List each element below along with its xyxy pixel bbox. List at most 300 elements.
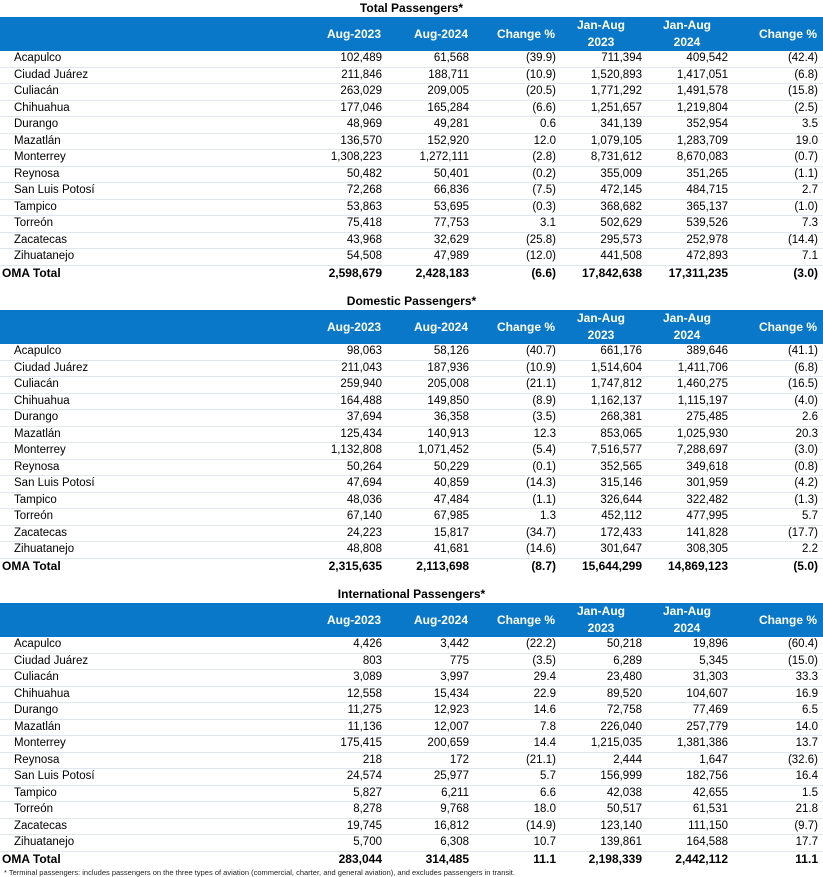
- table-cell: 37,694: [300, 410, 387, 427]
- table-cell: 1,460,275: [647, 377, 733, 394]
- section-spacer: [0, 281, 823, 293]
- table-cell: 25,977: [387, 769, 474, 786]
- column-header: [0, 603, 300, 637]
- table-cell: 14.4: [474, 736, 561, 753]
- table-cell: 141,828: [647, 525, 733, 542]
- table-cell: 19.0: [733, 133, 823, 150]
- table-cell: (42.4): [733, 51, 823, 67]
- table-cell: (1.3): [733, 492, 823, 509]
- table-cell: 58,126: [387, 344, 474, 360]
- table-row: [0, 150, 823, 167]
- table-cell: 6,308: [387, 835, 474, 852]
- table-cell: 2,444: [561, 752, 647, 769]
- table-cell: 14.6: [474, 703, 561, 720]
- passenger-table: [0, 17, 823, 281]
- table-cell: 1,417,051: [647, 67, 733, 84]
- total-cell: (5.0): [733, 558, 823, 574]
- table-cell: (2.5): [733, 100, 823, 117]
- table-cell: 149,850: [387, 393, 474, 410]
- total-cell: (6.6): [474, 265, 561, 281]
- table-cell: 200,659: [387, 736, 474, 753]
- column-header: [0, 310, 300, 344]
- table-cell: 275,485: [647, 410, 733, 427]
- table-cell: 31,303: [647, 670, 733, 687]
- table-cell: 48,036: [300, 492, 387, 509]
- table-cell: 1,411,706: [647, 360, 733, 377]
- table-cell: 295,573: [561, 232, 647, 249]
- column-header: Change %: [496, 320, 555, 334]
- table-cell: 8,278: [300, 802, 387, 819]
- table-cell: (14.3): [474, 476, 561, 493]
- table-cell: 326,644: [561, 492, 647, 509]
- table-cell: 7.3: [733, 216, 823, 233]
- table-cell: 16.4: [733, 769, 823, 786]
- table-cell: 13.7: [733, 736, 823, 753]
- table-cell: 1,647: [647, 752, 733, 769]
- table-cell: 1,308,223: [300, 150, 387, 167]
- table-cell: 308,305: [647, 542, 733, 559]
- airport-name: Zacatecas: [0, 232, 300, 249]
- table-cell: 853,065: [561, 426, 647, 443]
- table-cell: 175,415: [300, 736, 387, 753]
- table-cell: (7.5): [474, 183, 561, 200]
- table-row: [0, 476, 823, 493]
- table-cell: (15.8): [733, 84, 823, 101]
- table-cell: 259,940: [300, 377, 387, 394]
- table-row: [0, 100, 823, 117]
- table-cell: 53,695: [387, 199, 474, 216]
- table-cell: 16,812: [387, 818, 474, 835]
- column-header-line: Jan-Aug: [577, 311, 625, 325]
- column-header-line: 2024: [673, 35, 701, 49]
- airport-name: Acapulco: [0, 344, 300, 360]
- table-cell: (1.0): [733, 199, 823, 216]
- table-cell: (0.2): [474, 166, 561, 183]
- table-row: [0, 51, 823, 67]
- column-header: [647, 603, 733, 637]
- column-header: Aug-2023: [326, 320, 381, 334]
- table-cell: 24,223: [300, 525, 387, 542]
- table-cell: 502,629: [561, 216, 647, 233]
- table-cell: 661,176: [561, 344, 647, 360]
- table-cell: 365,137: [647, 199, 733, 216]
- total-label: OMA Total: [0, 558, 300, 574]
- airport-name: Monterrey: [0, 443, 300, 460]
- column-header: [0, 17, 300, 51]
- table-cell: 6.6: [474, 785, 561, 802]
- table-cell: 301,647: [561, 542, 647, 559]
- table-row: [0, 344, 823, 360]
- table-cell: (10.9): [474, 67, 561, 84]
- table-cell: (12.0): [474, 249, 561, 266]
- table-row: [0, 736, 823, 753]
- column-header-line: Jan-Aug: [663, 604, 711, 618]
- table-cell: (32.6): [733, 752, 823, 769]
- table-row: [0, 670, 823, 687]
- table-cell: 226,040: [561, 719, 647, 736]
- total-cell: 2,113,698: [387, 558, 474, 574]
- total-cell: 17,311,235: [647, 265, 733, 281]
- table-cell: (6.8): [733, 360, 823, 377]
- table-cell: 1,381,386: [647, 736, 733, 753]
- table-cell: (0.1): [474, 459, 561, 476]
- column-header: [561, 603, 647, 637]
- total-cell: 2,428,183: [387, 265, 474, 281]
- table-cell: 41,681: [387, 542, 474, 559]
- header-row: [0, 603, 823, 637]
- table-cell: (41.1): [733, 344, 823, 360]
- table-cell: (14.6): [474, 542, 561, 559]
- table-row: [0, 769, 823, 786]
- table-cell: 50,401: [387, 166, 474, 183]
- table-row: [0, 84, 823, 101]
- table-cell: 3,442: [387, 637, 474, 653]
- total-row: [0, 851, 823, 867]
- total-cell: 314,485: [387, 851, 474, 867]
- table-cell: 111,150: [647, 818, 733, 835]
- table-cell: 257,779: [647, 719, 733, 736]
- section-spacer: [0, 574, 823, 586]
- table-cell: 15,817: [387, 525, 474, 542]
- table-cell: 6,211: [387, 785, 474, 802]
- section-domestic: [0, 293, 823, 586]
- table-cell: 72,758: [561, 703, 647, 720]
- airport-name: Zacatecas: [0, 818, 300, 835]
- table-cell: 263,029: [300, 84, 387, 101]
- table-cell: (39.9): [474, 51, 561, 67]
- table-cell: 315,146: [561, 476, 647, 493]
- total-cell: 2,315,635: [300, 558, 387, 574]
- column-header: [561, 17, 647, 51]
- total-cell: (8.7): [474, 558, 561, 574]
- table-row: [0, 117, 823, 134]
- table-cell: 7.8: [474, 719, 561, 736]
- airport-name: Chihuahua: [0, 100, 300, 117]
- table-cell: 21.8: [733, 802, 823, 819]
- airport-name: Zihuatanejo: [0, 835, 300, 852]
- total-cell: 11.1: [474, 851, 561, 867]
- table-cell: (15.0): [733, 653, 823, 670]
- table-cell: 1,215,035: [561, 736, 647, 753]
- table-cell: 32,629: [387, 232, 474, 249]
- table-cell: 48,808: [300, 542, 387, 559]
- table-cell: 441,508: [561, 249, 647, 266]
- column-header: Change %: [758, 27, 817, 41]
- table-cell: 20.3: [733, 426, 823, 443]
- table-cell: 8,731,612: [561, 150, 647, 167]
- airport-name: Tampico: [0, 492, 300, 509]
- column-header-line: 2023: [587, 621, 615, 635]
- column-header-line: Jan-Aug: [663, 18, 711, 32]
- column-header: Change %: [496, 27, 555, 41]
- table-cell: 539,526: [647, 216, 733, 233]
- passenger-table: [0, 310, 823, 574]
- column-header: Change %: [758, 613, 817, 627]
- column-header: [561, 310, 647, 344]
- airport-name: Reynosa: [0, 166, 300, 183]
- table-row: [0, 752, 823, 769]
- table-cell: 24,574: [300, 769, 387, 786]
- table-cell: 77,469: [647, 703, 733, 720]
- airport-name: Acapulco: [0, 637, 300, 653]
- column-header-line: 2024: [673, 328, 701, 342]
- column-header-line: Jan-Aug: [663, 311, 711, 325]
- airport-name: Torreón: [0, 216, 300, 233]
- table-cell: 5,827: [300, 785, 387, 802]
- airport-name: Durango: [0, 703, 300, 720]
- table-cell: 7.1: [733, 249, 823, 266]
- table-cell: (14.4): [733, 232, 823, 249]
- table-cell: 351,265: [647, 166, 733, 183]
- airport-name: Acapulco: [0, 51, 300, 67]
- table-cell: 301,959: [647, 476, 733, 493]
- table-cell: 172,433: [561, 525, 647, 542]
- table-cell: 50,517: [561, 802, 647, 819]
- table-cell: 89,520: [561, 686, 647, 703]
- table-cell: 1,520,893: [561, 67, 647, 84]
- table-cell: (4.2): [733, 476, 823, 493]
- total-cell: (3.0): [733, 265, 823, 281]
- airport-name: Torreón: [0, 802, 300, 819]
- table-row: [0, 835, 823, 852]
- table-cell: 42,038: [561, 785, 647, 802]
- table-cell: 5,700: [300, 835, 387, 852]
- table-cell: 11,275: [300, 703, 387, 720]
- table-cell: 36,358: [387, 410, 474, 427]
- table-row: [0, 183, 823, 200]
- table-cell: (25.8): [474, 232, 561, 249]
- table-cell: 12.3: [474, 426, 561, 443]
- table-cell: 177,046: [300, 100, 387, 117]
- table-cell: 42,655: [647, 785, 733, 802]
- table-row: [0, 719, 823, 736]
- table-cell: 205,008: [387, 377, 474, 394]
- table-cell: 1,079,105: [561, 133, 647, 150]
- table-cell: 368,682: [561, 199, 647, 216]
- airport-name: Mazatlán: [0, 133, 300, 150]
- table-row: [0, 232, 823, 249]
- total-cell: 11.1: [733, 851, 823, 867]
- table-cell: 2.6: [733, 410, 823, 427]
- airport-name: Mazatlán: [0, 426, 300, 443]
- table-cell: 136,570: [300, 133, 387, 150]
- table-cell: (3.5): [474, 653, 561, 670]
- table-cell: 98,063: [300, 344, 387, 360]
- table-cell: 104,607: [647, 686, 733, 703]
- table-cell: (3.0): [733, 443, 823, 460]
- table-cell: 102,489: [300, 51, 387, 67]
- table-cell: 165,284: [387, 100, 474, 117]
- table-cell: 5.7: [474, 769, 561, 786]
- table-cell: 1,272,111: [387, 150, 474, 167]
- table-row: [0, 509, 823, 526]
- airport-name: Ciudad Juárez: [0, 653, 300, 670]
- table-row: [0, 377, 823, 394]
- airport-name: San Luis Potosí: [0, 769, 300, 786]
- table-cell: 477,995: [647, 509, 733, 526]
- table-cell: 1,491,578: [647, 84, 733, 101]
- table-cell: 1,132,808: [300, 443, 387, 460]
- table-row: [0, 426, 823, 443]
- table-cell: 7,516,577: [561, 443, 647, 460]
- table-cell: 218: [300, 752, 387, 769]
- column-header: Aug-2024: [413, 27, 468, 41]
- airport-name: Monterrey: [0, 736, 300, 753]
- table-cell: 472,145: [561, 183, 647, 200]
- table-cell: 211,846: [300, 67, 387, 84]
- table-cell: 352,954: [647, 117, 733, 134]
- table-cell: (20.5): [474, 84, 561, 101]
- total-label: OMA Total: [0, 851, 300, 867]
- table-cell: (2.8): [474, 150, 561, 167]
- column-header-line: 2024: [673, 621, 701, 635]
- table-cell: 3,089: [300, 670, 387, 687]
- column-header: Change %: [496, 613, 555, 627]
- table-cell: (40.7): [474, 344, 561, 360]
- airport-name: San Luis Potosí: [0, 476, 300, 493]
- table-row: [0, 525, 823, 542]
- table-cell: 409,542: [647, 51, 733, 67]
- table-cell: 164,588: [647, 835, 733, 852]
- table-cell: 12.0: [474, 133, 561, 150]
- total-cell: 2,442,112: [647, 851, 733, 867]
- table-row: [0, 443, 823, 460]
- table-row: [0, 802, 823, 819]
- table-cell: 66,836: [387, 183, 474, 200]
- table-cell: 164,488: [300, 393, 387, 410]
- table-cell: (22.2): [474, 637, 561, 653]
- table-cell: 1,251,657: [561, 100, 647, 117]
- table-cell: 3.1: [474, 216, 561, 233]
- table-row: [0, 166, 823, 183]
- table-cell: 1,115,197: [647, 393, 733, 410]
- table-cell: 9,768: [387, 802, 474, 819]
- airport-name: Durango: [0, 410, 300, 427]
- table-cell: 5,345: [647, 653, 733, 670]
- table-row: [0, 653, 823, 670]
- table-cell: (5.4): [474, 443, 561, 460]
- section-title: Total Passengers*: [359, 1, 464, 15]
- table-cell: 1,219,804: [647, 100, 733, 117]
- table-cell: (3.5): [474, 410, 561, 427]
- table-cell: 152,920: [387, 133, 474, 150]
- table-cell: 355,009: [561, 166, 647, 183]
- table-row: [0, 459, 823, 476]
- table-cell: 12,007: [387, 719, 474, 736]
- airport-name: Tampico: [0, 199, 300, 216]
- section-international: [0, 586, 823, 867]
- table-cell: 484,715: [647, 183, 733, 200]
- airport-name: Culiacán: [0, 84, 300, 101]
- total-row: [0, 265, 823, 281]
- table-row: [0, 249, 823, 266]
- table-cell: 349,618: [647, 459, 733, 476]
- footnote: * Terminal passengers: includes passengers on the three types of aviation (commercial, charter, and general aviation), and excludes passengers in transit.: [4, 868, 515, 877]
- table-cell: 75,418: [300, 216, 387, 233]
- passenger-table: [0, 603, 823, 867]
- table-cell: 53,863: [300, 199, 387, 216]
- table-cell: (60.4): [733, 637, 823, 653]
- table-cell: 711,394: [561, 51, 647, 67]
- column-header: [647, 17, 733, 51]
- table-cell: 19,896: [647, 637, 733, 653]
- table-row: [0, 785, 823, 802]
- table-cell: 16.9: [733, 686, 823, 703]
- table-cell: 22.9: [474, 686, 561, 703]
- table-cell: 1,025,930: [647, 426, 733, 443]
- section-total: [0, 0, 823, 293]
- airport-name: Tampico: [0, 785, 300, 802]
- table-cell: 47,694: [300, 476, 387, 493]
- column-header-line: Jan-Aug: [577, 18, 625, 32]
- table-cell: 2.2: [733, 542, 823, 559]
- table-cell: 49,281: [387, 117, 474, 134]
- table-cell: 19,745: [300, 818, 387, 835]
- table-cell: 23,480: [561, 670, 647, 687]
- table-cell: (4.0): [733, 393, 823, 410]
- table-cell: 43,968: [300, 232, 387, 249]
- airport-name: Mazatlán: [0, 719, 300, 736]
- table-cell: (1.1): [474, 492, 561, 509]
- header-row: [0, 310, 823, 344]
- table-row: [0, 818, 823, 835]
- table-cell: (0.8): [733, 459, 823, 476]
- total-cell: 14,869,123: [647, 558, 733, 574]
- table-cell: (21.1): [474, 752, 561, 769]
- table-cell: 50,218: [561, 637, 647, 653]
- table-cell: (0.3): [474, 199, 561, 216]
- table-cell: 50,482: [300, 166, 387, 183]
- table-cell: 352,565: [561, 459, 647, 476]
- table-cell: (21.1): [474, 377, 561, 394]
- table-row: [0, 67, 823, 84]
- column-header-line: Jan-Aug: [577, 604, 625, 618]
- table-cell: (14.9): [474, 818, 561, 835]
- table-cell: (9.7): [733, 818, 823, 835]
- table-cell: 11,136: [300, 719, 387, 736]
- table-cell: 1,162,137: [561, 393, 647, 410]
- table-cell: 156,999: [561, 769, 647, 786]
- table-row: [0, 410, 823, 427]
- table-cell: 472,893: [647, 249, 733, 266]
- table-cell: 1,283,709: [647, 133, 733, 150]
- table-cell: 15,434: [387, 686, 474, 703]
- table-cell: 12,558: [300, 686, 387, 703]
- table-row: [0, 637, 823, 653]
- airport-name: Zihuatanejo: [0, 542, 300, 559]
- table-cell: 1.3: [474, 509, 561, 526]
- table-cell: (1.1): [733, 166, 823, 183]
- table-cell: (0.7): [733, 150, 823, 167]
- airport-name: Reynosa: [0, 459, 300, 476]
- table-cell: (34.7): [474, 525, 561, 542]
- total-cell: 17,842,638: [561, 265, 647, 281]
- table-cell: 72,268: [300, 183, 387, 200]
- header-row: [0, 17, 823, 51]
- table-cell: 209,005: [387, 84, 474, 101]
- table-cell: 123,140: [561, 818, 647, 835]
- airport-name: Zacatecas: [0, 525, 300, 542]
- airport-name: Durango: [0, 117, 300, 134]
- table-cell: 6,289: [561, 653, 647, 670]
- table-cell: 12,923: [387, 703, 474, 720]
- table-cell: 40,859: [387, 476, 474, 493]
- table-cell: 67,985: [387, 509, 474, 526]
- table-cell: 268,381: [561, 410, 647, 427]
- column-header: [647, 310, 733, 344]
- table-cell: 3.5: [733, 117, 823, 134]
- table-cell: 1,514,604: [561, 360, 647, 377]
